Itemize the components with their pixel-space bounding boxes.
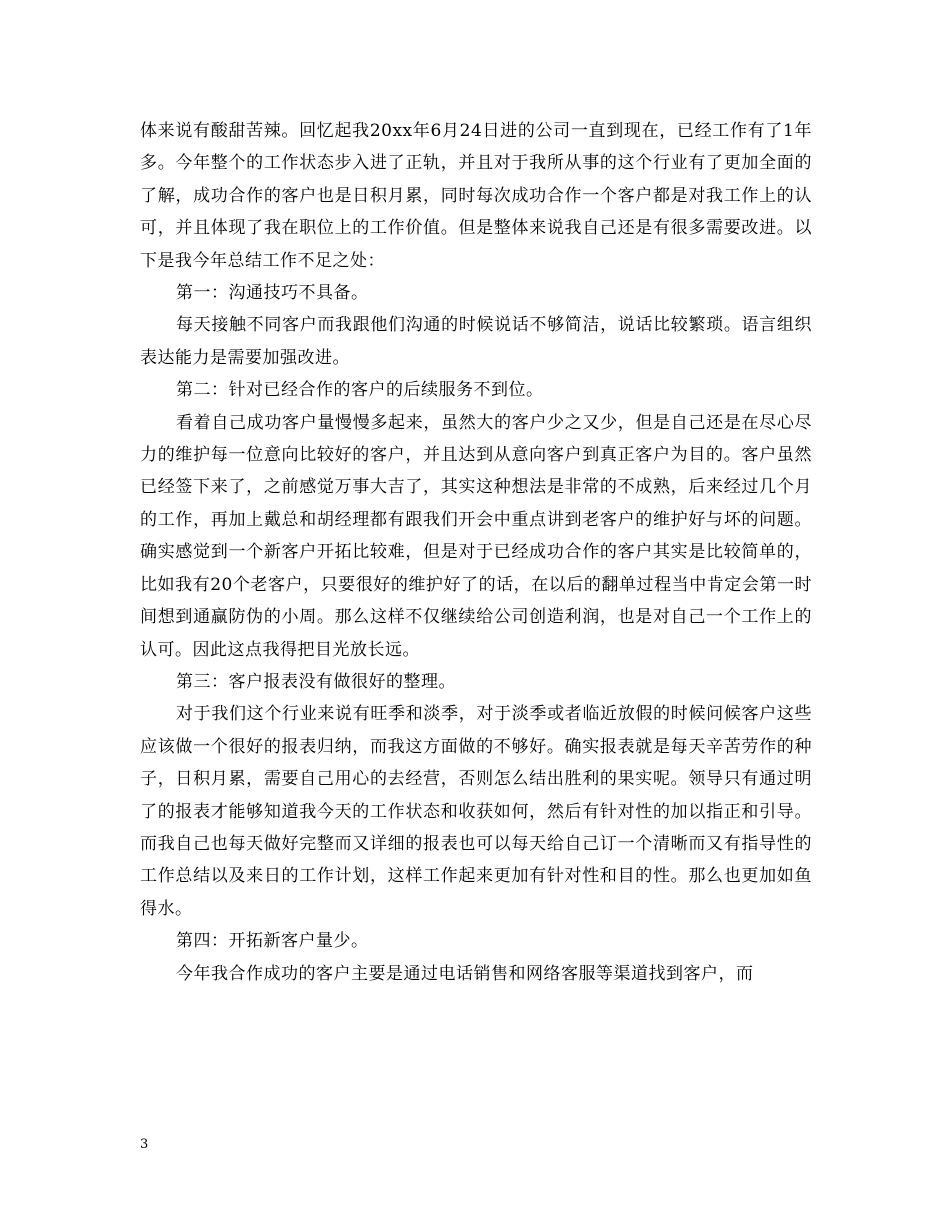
- paragraph-intro-continued: 体来说有酸甜苦辣。回忆起我20xx年6月24日进的公司一直到现在，已经工作有了1年多。今年整个的工作状态步入进了正轨，并且对于我所从事的这个行业有了更加全面的了解，成功合作的客户也是日积月累，同时每次成功合作一个客户都是对我工作上的认可，并且体现了我在职位上的工作价值。但是整体来说我自己还是有很多需要改进。以下是我今年总结工作不足之处：: [140, 121, 812, 271]
- paragraph-point-one: 每天接触不同客户而我跟他们沟通的时候说话不够简洁，说话比较繁琐。语言组织表达能力是需要加强改进。: [140, 315, 812, 368]
- heading-point-two: 第二：针对已经合作的客户的后续服务不到位。: [176, 380, 544, 401]
- heading-point-three: 第三：客户报表没有做很好的整理。: [176, 671, 456, 692]
- document-body: [140, 115, 812, 990]
- paragraph-point-three: 对于我们这个行业来说有旺季和淡季，对于淡季或者临近放假的时候问候客户这些应该做一个很好的报表归纳，而我这方面做的不够好。确实报表就是每天辛苦劳作的种子，日积月累，需要自己用心的去经营，否则怎么结出胜利的果实呢。领导只有通过明了的报表才能够知道我今天的工作状态和收获如何，然后有针对性的加以指正和引导。而我自己也每天做好完整而又详细的报表也可以每天给自己订一个清晰而又有指导性的工作总结以及来日的工作计划，这样工作起来更加有针对性和目的性。那么也更加如鱼得水。: [140, 704, 812, 919]
- heading-point-four: 第四：开拓新客户量少。: [176, 931, 369, 952]
- page-number: 3: [140, 1137, 149, 1152]
- heading-point-one: 第一：沟通技巧不具备。: [176, 283, 369, 304]
- paragraph-point-four: 今年我合作成功的客户主要是通过电话销售和网络客服等渠道找到客户，而: [176, 963, 754, 984]
- paragraph-point-two: 看着自己成功客户量慢慢多起来，虽然大的客户少之又少，但是自己还是在尽心尽力的维护每一位意向比较好的客户，并且达到从意向客户到真正客户为目的。客户虽然已经签下来了，之前感觉万事大吉了，其实这种想法是非常的不成熟，后来经过几个月的工作，再加上戴总和胡经理都有跟我们开会中重点讲到老客户的维护好与坏的问题。确实感觉到一个新客户开拓比较难，但是对于已经成功合作的客户其实是比较简单的，比如我有20个老客户，只要很好的维护好了的话，在以后的翻单过程当中肯定会第一时间想到通赢防伪的小周。那么这样不仅继续给公司创造利润，也是对自己一个工作上的认可。因此这点我得把目光放长远。: [140, 412, 812, 660]
